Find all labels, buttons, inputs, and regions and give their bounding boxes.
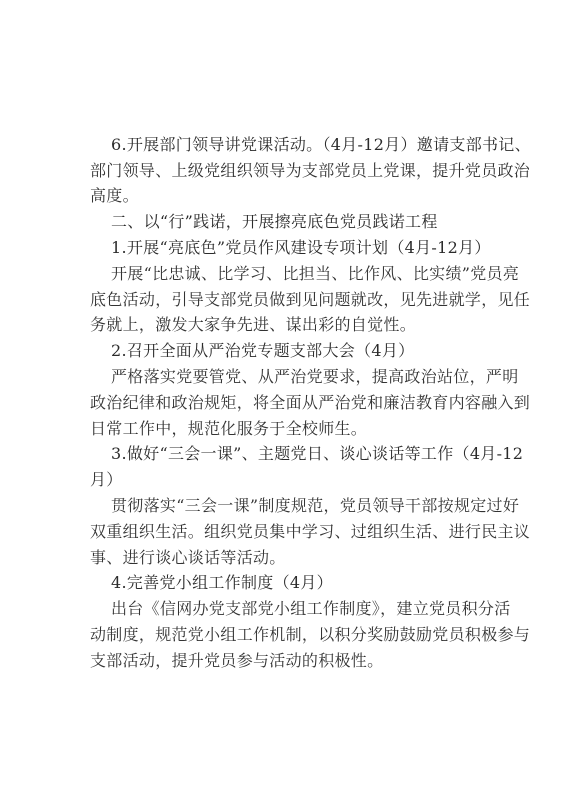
paragraph-line: 贯彻落实“三会一课”制度规范，党员领导干部按规定过好 [111,496,520,515]
paragraph-line: 动制度，规范党小组工作机制，以积分奖励鼓励党员积极参与 [90,625,531,644]
paragraph-line: 开展“比忠诚、比学习、比担当、比作风、比实绩”党员亮 [111,264,520,283]
paragraph-line: 双重组织生活。组织党员集中学习、过组织生活、进行民主议 [90,522,531,541]
paragraph-line: 务就上，激发大家争先进、谋出彩的自觉性。 [90,315,417,334]
item-heading-3-continued: 月） [90,470,123,489]
item-heading-2: 2.召开全面从严治党专题支部大会（4月） [111,341,415,360]
paragraph-line: 事、进行谈心谈话等活动。 [90,548,286,567]
paragraph-line: 底色活动，引导支部党员做到见问题就改，见先进就学，见任 [90,290,531,309]
item-heading-4: 4.完善党小组工作制度（4月） [111,573,333,592]
item-heading-3: 3.做好“三会一课”、主题党日、谈心谈话等工作（4月-12 [111,444,524,463]
paragraph-line: 高度。 [90,186,139,205]
paragraph-line: 政治纪律和政治规矩，将全面从严治党和廉洁教育内容融入到 [90,393,531,412]
paragraph-line: 严格落实党要管党、从严治党要求，提高政治站位，严明 [111,367,519,386]
paragraph-line: 支部活动，提升党员参与活动的积极性。 [90,651,384,670]
item-heading-6: 6.开展部门领导讲党课活动。（4月-12月）邀请支部书记、 [111,135,531,154]
paragraph-line: 部门领导、上级党组织领导为支部党员上党课，提升党员政治 [90,161,531,180]
item-heading-1: 1.开展“亮底色”党员作风建设专项计划（4月-12月） [111,238,491,257]
section-heading-2: 二、以“行”践诺，开展擦亮底色党员践诺工程 [111,212,438,231]
paragraph-line: 日常工作中，规范化服务于全校师生。 [90,419,368,438]
paragraph-line: 出台《信网办党支部党小组工作制度》，建立党员积分活 [111,599,511,618]
